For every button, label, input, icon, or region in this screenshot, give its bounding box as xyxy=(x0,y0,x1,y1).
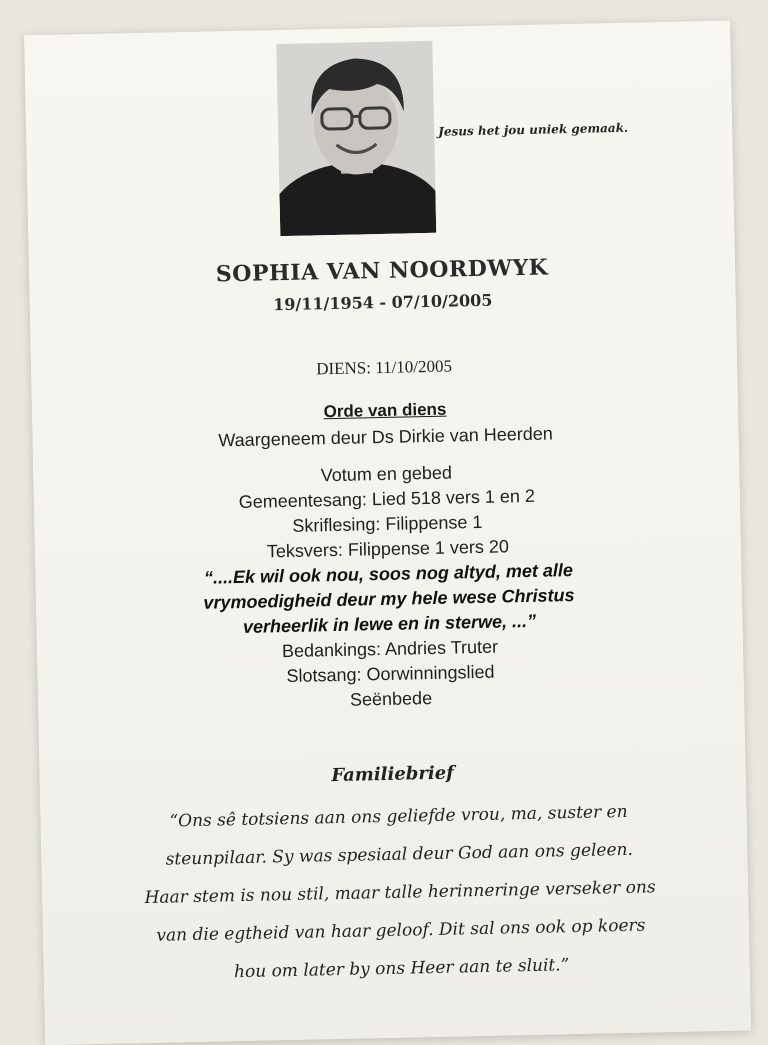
order-of-service xyxy=(32,418,744,720)
conducted-by: Waargeneem deur Ds Dirkie van Heerden xyxy=(32,418,738,458)
service-item: Votum en gebed xyxy=(33,455,739,495)
service-item: Slotsang: Oorwinningslied xyxy=(37,654,743,694)
service-item: Seënbede xyxy=(38,679,744,719)
order-of-service-title: Orde van diens xyxy=(32,394,738,429)
tagline: Jesus het jou uniek gemaak. xyxy=(438,121,628,139)
letter-line: “Ons sê totsiens aan ons geliefde vrou, ma, suster en xyxy=(110,792,687,842)
letter-line: Haar stem is nou stil, maar talle herinneringe verseker ons xyxy=(112,868,689,918)
family-letter-title: Familiebrief xyxy=(39,756,745,792)
service-item: Teksvers: Filippense 1 vers 20 xyxy=(35,529,741,569)
portrait-photo xyxy=(276,41,436,236)
letter-line: steunpilaar. Sy was spesiaal deur God aan ons geleen. xyxy=(111,830,688,880)
letter-line: hou om later by ons Heer aan te sluit.” xyxy=(113,944,690,994)
service-item: Bedankings: Andries Truter xyxy=(37,629,743,669)
family-letter-body xyxy=(110,792,690,994)
service-item: Skriflesing: Filippense 1 xyxy=(34,505,740,545)
life-dates: 19/11/1954 - 07/10/2005 xyxy=(30,286,736,320)
letter-line: van die egtheid van haar geloof. Dit sal ons ook op koers xyxy=(113,906,690,956)
quote-line: “....Ek wil ook nou, soos nog altyd, met alle xyxy=(75,555,701,593)
quote-line: vrymoedigheid deur my hele wese Christus xyxy=(76,580,702,618)
deceased-name: SOPHIA VAN NOORDWYK xyxy=(29,251,735,292)
funeral-program-page xyxy=(24,21,751,1045)
quote-line: verheerlik in lewe en in sterwe, ...” xyxy=(76,605,702,643)
service-item: Gemeentesang: Lied 518 vers 1 en 2 xyxy=(34,480,740,520)
service-date: DIENS: 11/10/2005 xyxy=(31,351,737,386)
